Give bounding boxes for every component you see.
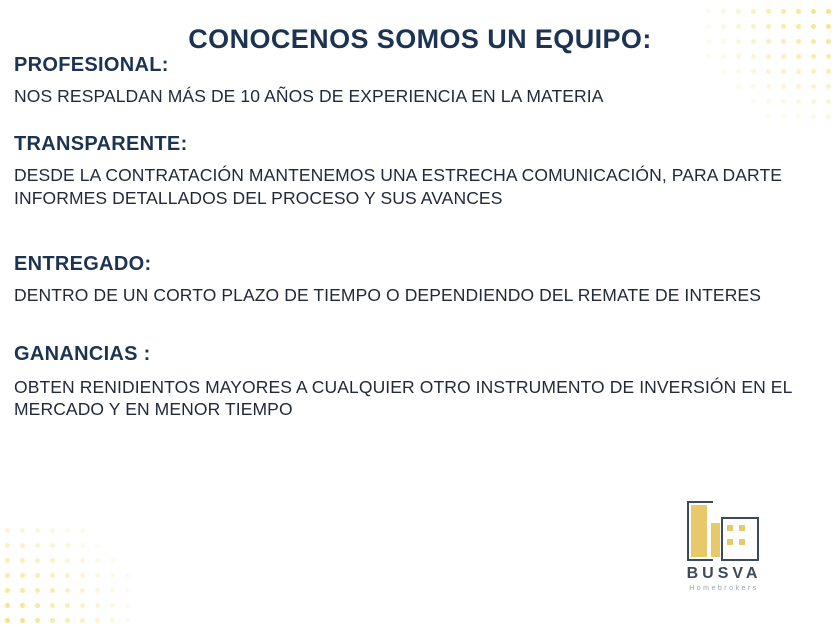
content-body [14,52,814,424]
building-icon [669,501,779,561]
brand-logo [654,501,794,592]
section-text: OBTEN RENIDIENTOS MAYORES A CUALQUIER OTRO INSTRUMENTO DE INVERSIÓN EN EL MERCADO Y EN MENOR TIEMPO [14,376,792,419]
section-text: NOS RESPALDAN MÁS DE 10 AÑOS DE EXPERIENCIA EN LA MATERIA [14,86,604,106]
section-text: DENTRO DE UN CORTO PLAZO DE TIEMPO O DEPENDIENDO DEL REMATE DE INTERES [14,285,761,306]
logo-name: BUSVA [686,565,762,582]
logo-tagline: Homebrokers [689,585,759,592]
section-transparente [14,133,814,209]
section-label: ENTREGADO: [14,253,152,276]
page-title: CONOCENOS SOMOS UN EQUIPO: [188,24,652,55]
dot-cluster-icon [0,490,180,630]
section-profesional [14,54,814,107]
section-entregado [14,253,814,306]
section-label: GANANCIAS : [14,342,151,365]
section-label: PROFESIONAL: [14,54,169,76]
section-text: DESDE LA CONTRATACIÓN MANTENEMOS UNA ESTRECHA COMUNICACIÓN, PARA DARTE INFORMES DETALLADOS DEL PROCESO Y SUS AVANCES [14,165,783,208]
section-label: TRANSPARENTE: [14,133,188,156]
section-ganancias [14,343,814,421]
